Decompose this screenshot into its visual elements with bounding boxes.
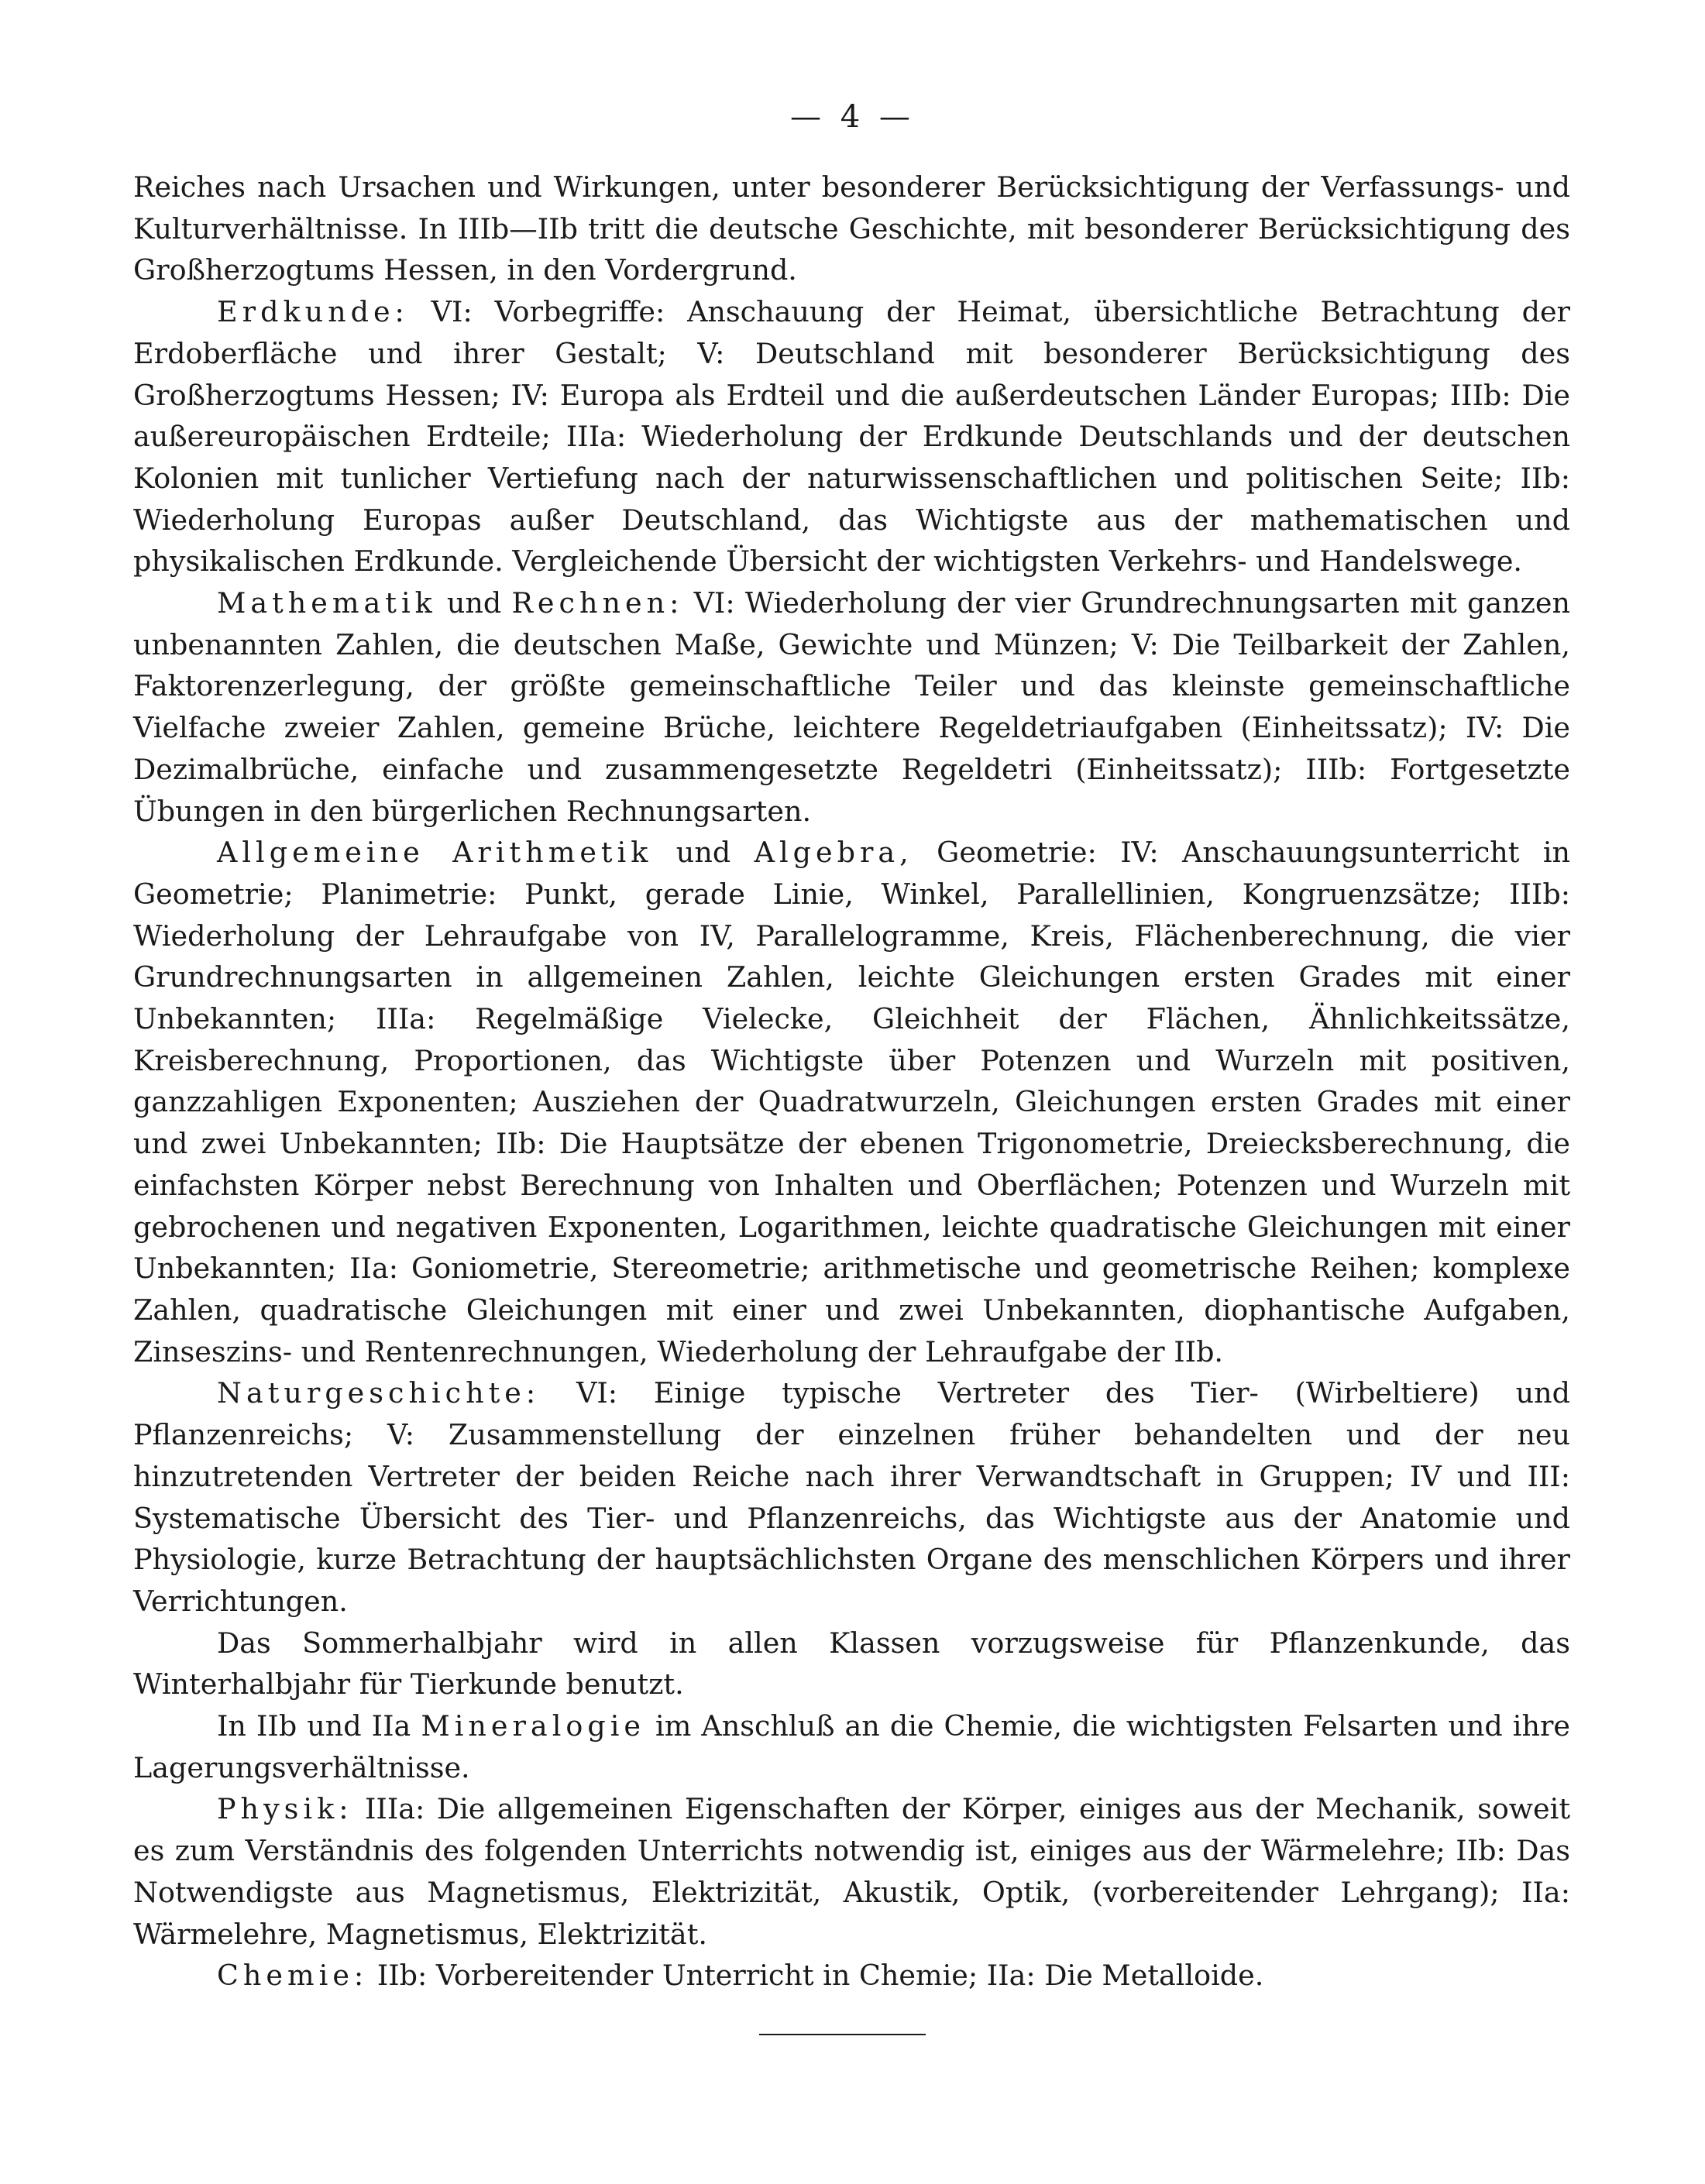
heading-mathematik: Mathematik: [217, 586, 437, 620]
heading-arithmetik: Allgemeine Arithmetik: [217, 836, 653, 870]
heading-chemie: Chemie:: [217, 1959, 369, 1993]
heading-rechnen: Rechnen:: [511, 586, 684, 620]
paragraph-naturgeschichte: [133, 1372, 1570, 1622]
body-erdkunde: VI: Vorbegriffe: Anschauung der Heimat, übersichtliche Betrachtung der Erdoberfläche und ihrer Gestalt; V: Deutschland mit besonderer Berücksichtigung des Großherzogtums Hessen; IV: Europa als Erdteil und die außerdeutschen Länder Europas; IIIb: Die außereuropäischen Erdteile; IIIa: Wiederholung der Erdkunde Deutschlands und der deutschen Kolonien mit tunlicher Vertiefung nach der naturwissenschaftlichen und politischen Seite; IIb: Wiederholung Europas außer Deutschland, das Wichtigste aus der mathematischen und physikalischen Erdkunde. Vergleichende Übersicht der wichtigsten Verkehrs- und Handelswege.: [133, 295, 1570, 579]
paragraph-continuation: Reiches nach Ursachen und Wirkungen, unter besonderer Berücksichtigung der Verfassungs- und Kulturverhältnisse. In IIIb—IIb tritt die deutsche Geschichte, mit besonderer Berücksichtigung des Großherzogtums Hessen, in den Vordergrund.: [133, 170, 1570, 287]
body-arithmetik: IV: Anschauungsunterricht in Geometrie; Planimetrie: Punkt, gerade Linie, Winkel, Parallellinien, Kongruenzsätze; IIIb: Wiederholung der Lehraufgabe von IV, Parallelogramme, Kreis, Flächenberechnung, die vier Grundrechnungsarten in allgemeinen Zahlen, leichte Gleichungen ersten Grades mit einer Unbekannten; IIIa: Regelmäßige Vielecke, Gleichheit der Flächen, Ähnlichkeitssätze, Kreisberechnung, Proportionen, das Wichtigste über Potenzen und Wurzeln mit positiven, ganzzahligen Exponenten; Ausziehen der Quadratwurzeln, Gleichungen ersten Grades mit einer und zwei Unbekannten; IIb: Die Hauptsätze der ebenen Trigonometrie, Dreiecksberechnung, die einfachsten Körper nebst Berechnung von Inhalten und Oberflächen; Potenzen und Wurzeln mit gebrochenen und negativen Exponenten, Logarithmen, leichte quadratische Gleichungen mit einer Unbekannten; IIa: Goniometrie, Stereometrie; arithmetische und geometrische Reihen; komplexe Zahlen, quadratische Gleichungen mit einer und zwei Unbekannten, diophantische Aufgaben, Zinseszins- und Rentenrechnungen, Wiederholung der Lehraufgabe der IIb.: [133, 836, 1571, 1368]
body-naturgeschichte: VI: Einige typische Vertreter des Tier- (Wirbeltiere) und Pflanzenreichs; V: Zusammenstellung der einzelnen früher behandelten und der neu hinzutretenden Vertreter der beiden Reiche nach ihrer Verwandtschaft in Gruppen; IV und III: Systematische Übersicht des Tier- und Pflanzenreichs, das Wichtigste aus der Anatomie und Physiologie, kurze Betrachtung der hauptsächlichsten Organe des menschlichen Körpers und ihrer Verrichtungen.: [133, 1376, 1570, 1618]
body-mineralogie: im Anschluß an die Chemie, die wichtigsten Felsarten und ihre Lagerungsverhältnisse.: [133, 1709, 1570, 1784]
paragraph-chemie: [133, 1955, 1570, 1997]
connector-und: und: [652, 836, 755, 870]
heading-mineralogie: Mineralogie: [421, 1709, 645, 1743]
heading-algebra: Algebra,: [754, 836, 913, 870]
heading-geometrie: Geometrie:: [913, 836, 1097, 870]
paragraph-arithmetik: [133, 832, 1570, 1372]
body-mathematik: VI: Wiederholung der vier Grundrechnungsarten mit ganzen unbenannten Zahlen, die deutschen Maße, Gewichte und Münzen; V: Die Teilbarkeit der Zahlen, Faktorenzerlegung, der größte gemeinschaftliche Teiler und das kleinste gemeinschaftliche Vielfache zweier Zahlen, gemeine Brüche, leichtere Regeldetriaufgaben (Einheitssatz); IV: Die Dezimalbrüche, einfache und zusammengesetzte Regeldetri (Einheitssatz); IIIb: Fortgesetzte Übungen in den bürgerlichen Rechnungsarten.: [133, 586, 1570, 828]
main-text: [133, 167, 1570, 1997]
body-physik: IIIa: Die allgemeinen Eigenschaften der Körper, einiges aus der Mechanik, soweit es zum Verständnis des folgenden Unterrichts notwendig ist, einiges aus der Wärmelehre; IIb: Das Notwendigste aus Magnetismus, Elektrizität, Akustik, Optik, (vorbereitender Lehrgang); IIa: Wärmelehre, Magnetismus, Elektrizität.: [133, 1792, 1570, 1951]
end-rule: [759, 2034, 926, 2035]
body-chemie: IIb: Vorbereitender Unterricht in Chemie; IIa: Die Metalloide.: [368, 1959, 1264, 1993]
paragraph-erdkunde: [133, 291, 1570, 582]
heading-naturgeschichte: Naturgeschichte:: [217, 1376, 541, 1410]
paragraph-sommerhalbjahr: Das Sommerhalbjahr wird in allen Klassen vorzugsweise für Pflanzenkunde, das Winterhalbjahr für Tierkunde benutzt.: [133, 1626, 1570, 1702]
heading-erdkunde: Erdkunde:: [217, 295, 409, 329]
paragraph-mathematik: [133, 582, 1570, 832]
connector-und: und: [436, 586, 512, 620]
intro-mineralogie: In IIb und IIa: [217, 1709, 421, 1743]
paragraph-physik: [133, 1788, 1570, 1955]
heading-physik: Physik:: [217, 1792, 353, 1826]
paragraph-mineralogie: [133, 1705, 1570, 1788]
page-number: — 4 —: [790, 99, 915, 135]
